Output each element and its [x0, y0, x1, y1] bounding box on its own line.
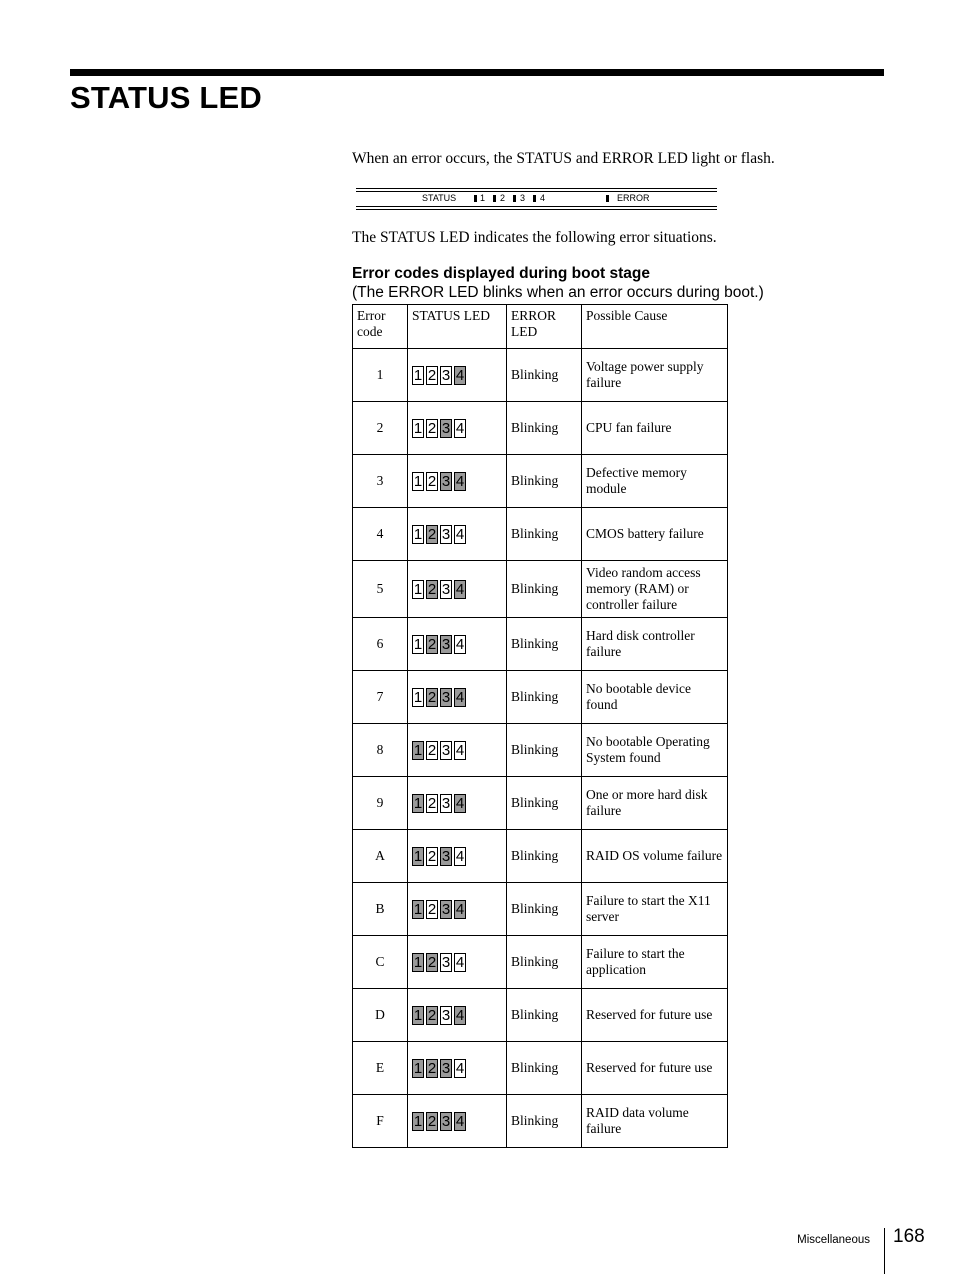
possible-cause-cell: Reserved for future use	[582, 989, 728, 1042]
status-led-2-off: 2	[427, 366, 437, 384]
table-row	[353, 1095, 728, 1148]
error-led-cell: Blinking	[507, 671, 582, 724]
status-led-1-off: 1	[413, 688, 423, 706]
table-row	[353, 936, 728, 989]
error-code-cell: 9	[353, 777, 408, 830]
status-led-3-off: 3	[441, 525, 451, 543]
table-row	[353, 777, 728, 830]
status-led-cell	[408, 561, 507, 618]
status-led-1-off: 1	[413, 635, 423, 653]
status-led-2-lit: 2	[427, 580, 437, 598]
error-led-cell: Blinking	[507, 989, 582, 1042]
error-code-cell: 5	[353, 561, 408, 618]
intro-text: When an error occurs, the STATUS and ERROR LED light or flash.	[352, 150, 775, 167]
possible-cause-cell: Hard disk controller failure	[582, 618, 728, 671]
panel-led-4-indicator	[533, 195, 536, 202]
panel-rule	[356, 209, 717, 210]
table-row	[353, 830, 728, 883]
status-led-4-off: 4	[455, 635, 465, 653]
status-led-4-off: 4	[455, 525, 465, 543]
table-row	[353, 724, 728, 777]
section-note: (The ERROR LED blinks when an error occurs during boot.)	[352, 284, 764, 301]
possible-cause-cell: No bootable device found	[582, 671, 728, 724]
status-led-1-off: 1	[413, 472, 423, 490]
error-led-cell: Blinking	[507, 561, 582, 618]
status-led-4-lit: 4	[455, 472, 465, 490]
status-led-3-lit: 3	[441, 635, 451, 653]
possible-cause-cell: RAID OS volume failure	[582, 830, 728, 883]
panel-led-1-number: 1	[480, 193, 486, 203]
panel-rule	[356, 191, 717, 192]
panel-led-4-number: 4	[540, 193, 546, 203]
error-led-cell: Blinking	[507, 830, 582, 883]
status-led-3-off: 3	[441, 1006, 451, 1024]
status-led-2-lit: 2	[427, 525, 437, 543]
panel-led-2-number: 2	[500, 193, 506, 203]
status-led-3-lit: 3	[441, 419, 451, 437]
status-led-4-off: 4	[455, 847, 465, 865]
table-row	[353, 1042, 728, 1095]
status-led-1-lit: 1	[413, 741, 423, 759]
error-code-cell: A	[353, 830, 408, 883]
error-led-cell: Blinking	[507, 1095, 582, 1148]
status-led-4-lit: 4	[455, 1112, 465, 1130]
error-led-cell: Blinking	[507, 508, 582, 561]
status-led-1-lit: 1	[413, 1059, 423, 1077]
status-led-2-off: 2	[427, 419, 437, 437]
status-led-4-lit: 4	[455, 900, 465, 918]
page-number: 168	[893, 1226, 925, 1247]
error-code-cell: 6	[353, 618, 408, 671]
panel-led-3-number: 3	[520, 193, 526, 203]
table-row	[353, 883, 728, 936]
status-led-4-off: 4	[455, 1059, 465, 1077]
table-row	[353, 671, 728, 724]
error-code-cell: 4	[353, 508, 408, 561]
status-led-2-off: 2	[427, 847, 437, 865]
status-led-cell	[408, 349, 507, 402]
error-code-cell: 2	[353, 402, 408, 455]
status-led-1-lit: 1	[413, 847, 423, 865]
error-led-cell: Blinking	[507, 349, 582, 402]
subtitle-text: The STATUS LED indicates the following error situations.	[352, 229, 717, 246]
error-code-cell: 1	[353, 349, 408, 402]
status-led-cell	[408, 455, 507, 508]
status-led-1-lit: 1	[413, 900, 423, 918]
table-row	[353, 989, 728, 1042]
error-code-cell: D	[353, 989, 408, 1042]
error-led-cell: Blinking	[507, 455, 582, 508]
footer-rule	[884, 1228, 885, 1274]
status-led-cell	[408, 989, 507, 1042]
possible-cause-cell: CPU fan failure	[582, 402, 728, 455]
status-led-cell	[408, 671, 507, 724]
table-row	[353, 508, 728, 561]
error-code-cell: F	[353, 1095, 408, 1148]
error-led-cell: Blinking	[507, 1042, 582, 1095]
table-header-row	[353, 305, 728, 349]
status-led-cell	[408, 618, 507, 671]
status-led-cell	[408, 1042, 507, 1095]
status-led-cell	[408, 777, 507, 830]
status-led-2-off: 2	[427, 472, 437, 490]
error-code-cell: B	[353, 883, 408, 936]
table-row	[353, 618, 728, 671]
led-panel-diagram	[352, 186, 717, 211]
status-led-2-lit: 2	[427, 688, 437, 706]
header-error-code: Error code	[353, 305, 408, 349]
status-led-1-off: 1	[413, 580, 423, 598]
status-led-2-lit: 2	[427, 1059, 437, 1077]
status-led-4-lit: 4	[455, 580, 465, 598]
status-led-3-off: 3	[441, 794, 451, 812]
status-led-1-off: 1	[413, 419, 423, 437]
status-led-1-lit: 1	[413, 794, 423, 812]
status-led-cell	[408, 508, 507, 561]
possible-cause-cell: Defective memory module	[582, 455, 728, 508]
status-led-3-lit: 3	[441, 1112, 451, 1130]
header-status-led: STATUS LED	[408, 305, 507, 349]
status-led-2-lit: 2	[427, 1112, 437, 1130]
status-led-4-lit: 4	[455, 1006, 465, 1024]
status-led-2-lit: 2	[427, 1006, 437, 1024]
possible-cause-cell: RAID data volume failure	[582, 1095, 728, 1148]
error-code-cell: 7	[353, 671, 408, 724]
error-code-cell: 3	[353, 455, 408, 508]
status-led-cell	[408, 402, 507, 455]
error-led-cell: Blinking	[507, 402, 582, 455]
error-code-table	[352, 304, 728, 1148]
status-led-3-off: 3	[441, 953, 451, 971]
possible-cause-cell: Video random access memory (RAM) or controller failure	[582, 561, 728, 618]
possible-cause-cell: Failure to start the application	[582, 936, 728, 989]
status-led-3-lit: 3	[441, 847, 451, 865]
error-led-cell: Blinking	[507, 936, 582, 989]
status-led-1-off: 1	[413, 525, 423, 543]
header-possible-cause: Possible Cause	[582, 305, 728, 349]
panel-error-label: ERROR	[617, 193, 650, 203]
status-led-4-lit: 4	[455, 688, 465, 706]
table-row	[353, 455, 728, 508]
possible-cause-cell: Voltage power supply failure	[582, 349, 728, 402]
panel-led-2-indicator	[493, 195, 496, 202]
possible-cause-cell: No bootable Operating System found	[582, 724, 728, 777]
status-led-4-off: 4	[455, 419, 465, 437]
status-led-cell	[408, 883, 507, 936]
panel-led-1-indicator	[474, 195, 477, 202]
panel-rule	[356, 188, 717, 189]
status-led-3-lit: 3	[441, 688, 451, 706]
status-led-cell	[408, 936, 507, 989]
status-led-1-lit: 1	[413, 1006, 423, 1024]
header-error-led: ERROR LED	[507, 305, 582, 349]
possible-cause-cell: One or more hard disk failure	[582, 777, 728, 830]
status-led-2-off: 2	[427, 794, 437, 812]
status-led-4-lit: 4	[455, 366, 465, 384]
error-code-cell: C	[353, 936, 408, 989]
panel-rule	[356, 206, 717, 207]
status-led-3-off: 3	[441, 741, 451, 759]
title-rule	[70, 69, 884, 76]
panel-status-label: STATUS	[422, 193, 457, 203]
table-row	[353, 561, 728, 618]
possible-cause-cell: CMOS battery failure	[582, 508, 728, 561]
section-heading	[352, 264, 764, 302]
status-led-cell	[408, 724, 507, 777]
status-led-4-off: 4	[455, 953, 465, 971]
status-led-4-off: 4	[455, 741, 465, 759]
error-code-cell: 8	[353, 724, 408, 777]
panel-led-3-indicator	[513, 195, 516, 202]
status-led-cell	[408, 1095, 507, 1148]
status-led-3-lit: 3	[441, 900, 451, 918]
status-led-2-lit: 2	[427, 635, 437, 653]
error-led-cell: Blinking	[507, 724, 582, 777]
page-title: STATUS LED	[70, 80, 263, 115]
status-led-2-off: 2	[427, 900, 437, 918]
status-led-3-off: 3	[441, 580, 451, 598]
possible-cause-cell: Reserved for future use	[582, 1042, 728, 1095]
section-title: Error codes displayed during boot stage	[352, 265, 650, 282]
possible-cause-cell: Failure to start the X11 server	[582, 883, 728, 936]
status-led-1-lit: 1	[413, 953, 423, 971]
status-led-2-lit: 2	[427, 953, 437, 971]
error-led-cell: Blinking	[507, 777, 582, 830]
status-led-3-lit: 3	[441, 1059, 451, 1077]
status-led-1-lit: 1	[413, 1112, 423, 1130]
table-row	[353, 349, 728, 402]
error-led-cell: Blinking	[507, 618, 582, 671]
status-led-4-lit: 4	[455, 794, 465, 812]
footer-section-name: Miscellaneous	[797, 1234, 870, 1246]
table-row	[353, 402, 728, 455]
error-code-cell: E	[353, 1042, 408, 1095]
status-led-3-lit: 3	[441, 472, 451, 490]
error-led-cell: Blinking	[507, 883, 582, 936]
panel-error-indicator	[606, 195, 609, 202]
status-led-cell	[408, 830, 507, 883]
status-led-2-off: 2	[427, 741, 437, 759]
status-led-3-off: 3	[441, 366, 451, 384]
status-led-1-off: 1	[413, 366, 423, 384]
